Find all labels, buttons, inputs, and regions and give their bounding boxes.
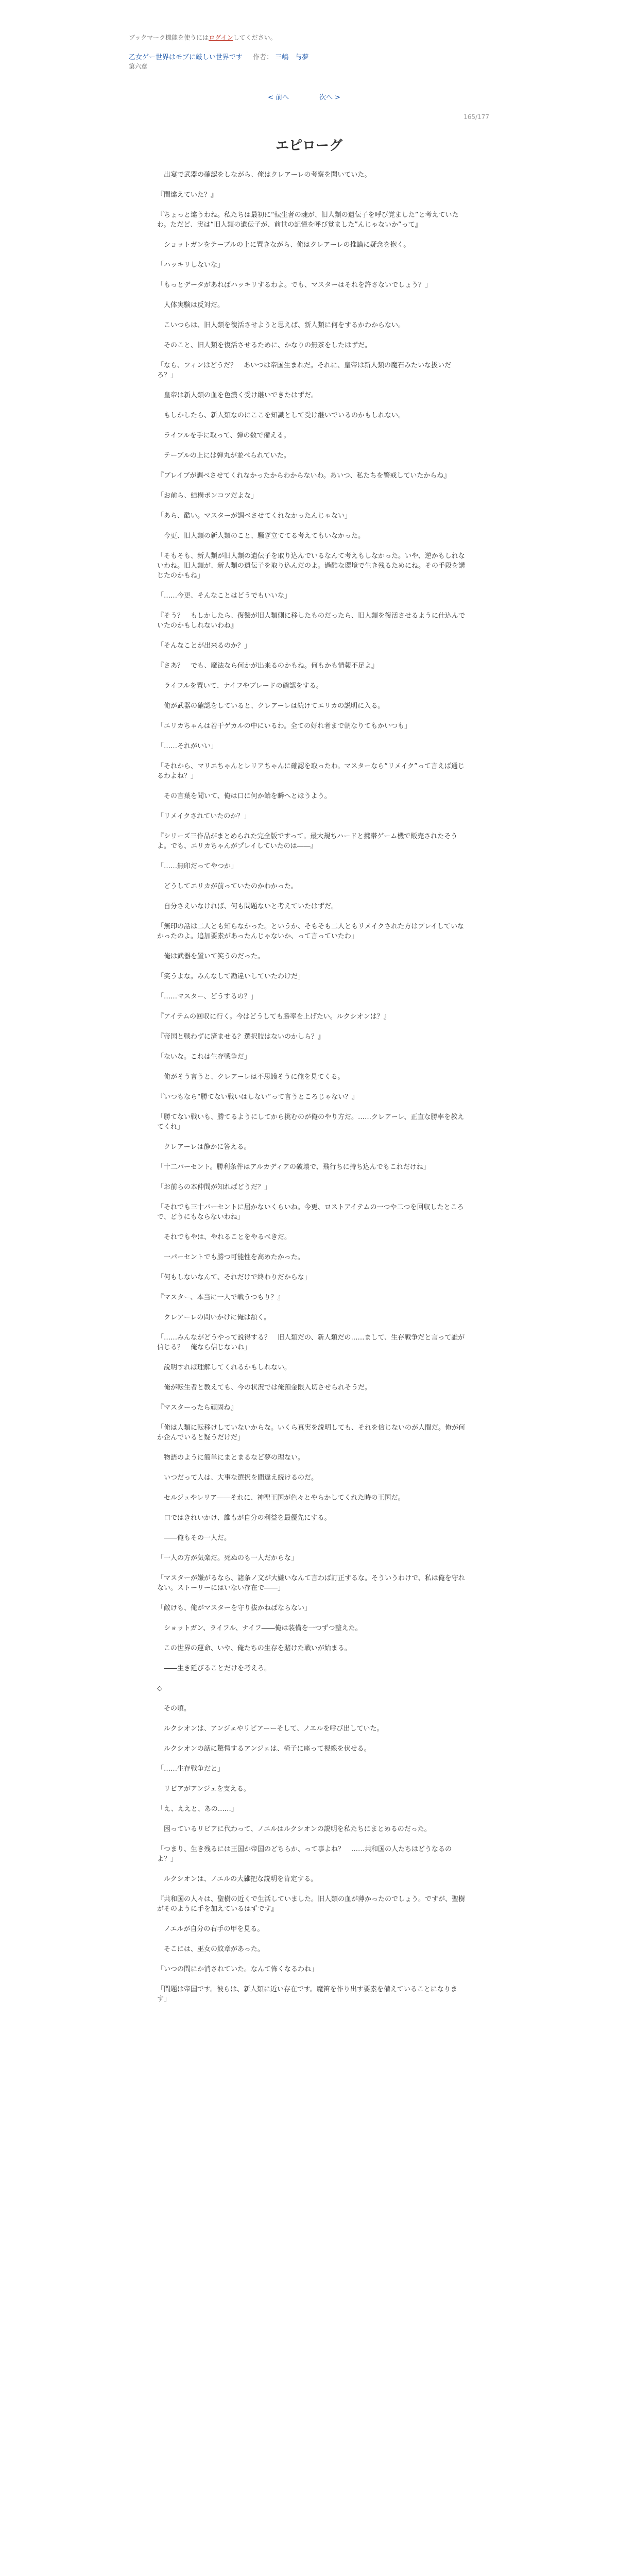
paragraph: ノエルが自分の右手の甲を見る。 (157, 1925, 264, 1933)
paragraph: 困っているリビアに代わって、ノエルはルクシオンの説明を私たちにまとめるのだった。 (157, 1825, 431, 1833)
paragraph: ライフルを手に取って、弾の数で備える。 (157, 432, 290, 439)
paragraph: その言葉を聞いて、俺は口に何か飴を瞬へとほうよう。 (157, 792, 331, 800)
paragraph: 「十二パーセント。勝利条件はアルカディアの破壊で、飛行ちに持ち込んでもこれだけね」 (157, 1163, 430, 1171)
paragraph: クレアーレの問いかけに俺は頷く。 (157, 1314, 271, 1321)
paragraph: 『共和国の人々は、聖樹の近くで生活していました。旧人類の血が薄かったのでしょう。ですが、聖樹がそのように手を加えているはずです』 (157, 1895, 466, 1913)
novel-body (157, 170, 466, 2576)
paragraph: ショットガンをテーブルの上に置きながら、俺はクレアーレの推論に疑念を抱く。 (157, 241, 410, 249)
page-header (0, 0, 618, 70)
paragraph: 出宴で武器の確認をしながら、俺はクレアーレの考察を聞いていた。 (157, 171, 371, 179)
paragraph: 「……無印だってやつか」 (157, 862, 238, 870)
paragraph: 俺がそう言うと、クレアーレは不思議そうに俺を見てくる。 (157, 1073, 345, 1081)
login-notice (129, 33, 277, 42)
paragraph: 今更、旧人類の新人類のこと、騒ぎ立ててる考えてもいなかった。 (157, 532, 365, 540)
paragraph: 『いつもなら“勝てない戦いはしない”って言うところじゃない？』 (157, 1093, 358, 1101)
paragraph: それでもやは、やれることをやるべきだ。 (157, 1233, 291, 1241)
series-info (129, 52, 308, 61)
paragraph: 「リメイクされていたのか？」 (157, 812, 251, 820)
paragraph: 「もっとデータがあればハッキリするわよ。でも、マスターはそれを許さないでしょう？」 (157, 281, 432, 289)
paragraph: 「何もしないなんて、それだけで終わりだからな」 (157, 1274, 311, 1281)
paragraph: 『シリーズ三作品がまとめられた完全版ですって。最大規ちハードと携帯ゲーム機で販売されたそうよ。でも、エリカちゃんがプレイしていたのは――』 (157, 833, 458, 850)
paragraph: ◇ (157, 1685, 162, 1692)
paragraph: そのこと、旧人類を復活させるために、かなりの無茶をしたはずだ。 (157, 342, 372, 349)
paragraph: 「……マスター、どうするの？」 (157, 993, 258, 1001)
author-label: 作者： (253, 54, 273, 61)
paragraph: ルクシオンは、アンジェやリビアーーそして、ノエルを呼び出していた。 (157, 1725, 384, 1733)
paragraph: 「笑うよな。みんなして勘違いしていたわけだ」 (157, 973, 305, 980)
paragraph: 皇帝は新人類の血を色濃く受け継いできたはずだ。 (157, 392, 318, 399)
paragraph: 「それでも三十パーセントに届かないくらいね。今更、ロストアイテムの一つや二つを回収したところで、どうにもならないわね」 (157, 1204, 464, 1221)
paragraph: この世界の運命、いや、俺たちの生存を賭けた戦いが始まる。 (157, 1645, 351, 1652)
paragraph: 「……生存戦争だと」 (157, 1765, 225, 1773)
paragraph: ――生き延びることだけを考えろ。 (157, 1665, 271, 1672)
next-chapter-link[interactable]: 次へ > (319, 94, 341, 101)
paragraph: 『アイテムの回収に行く。今はどうしても勝率を上げたい。ルクシオンは？』 (157, 1013, 390, 1021)
paragraph: 「間題は帝国です。彼らは、新人類に近い存在です。魔笛を作り出す要素を備えていることになります」 (157, 1986, 457, 2003)
login-notice-prefix: ブックマーク機能を使うには (129, 34, 209, 41)
paragraph: 「お前ら、結構ポンコツだよな」 (157, 492, 258, 500)
paragraph: その頃。 (157, 1705, 191, 1713)
paragraph: こいつらは、旧人類を復活させようと思えば、新人類に何をするかわからない。 (157, 321, 405, 329)
paragraph: 「一人の方が気楽だ。死ぬのも一人だからな」 (157, 1554, 298, 1562)
paragraph: 「そもそも、新人類が旧人類の遺伝子を取り込んでいるなんて考えもしなかった。いや、逆かもしれないわね。旧人類が、新人類の遺伝子を取り込んだのよ。過酷な環境で生き残るためにね。その手段を講じたのかもね」 (157, 552, 466, 580)
paragraph: 「ないな。これは生存戦争だ」 (157, 1053, 251, 1061)
paragraph: 『そう？ もしかしたら、復讐が旧人類側に移したものだったら、旧人類を復活させるように仕込んでいたのかもしれないわね』 (157, 612, 466, 630)
paragraph: ルクシオンは、ノエルの大雑把な説明を肯定する。 (157, 1875, 318, 1883)
paragraph: 「え、ええと、あの……」 (157, 1805, 238, 1813)
paragraph: 「そんなことが出来るのか？」 (157, 642, 251, 650)
paragraph: 『マスターったら頑固ね』 (157, 1404, 237, 1412)
paragraph: クレアーレは静かに答える。 (157, 1143, 251, 1151)
paragraph: 一パーセントでも勝つ可能性を高めたかった。 (157, 1253, 304, 1261)
paragraph: テーブルの上には弾丸が並べられていた。 (157, 452, 290, 460)
paragraph: いつだって人は、大事な選択を間違え続けるのだ。 (157, 1474, 318, 1482)
paragraph: 「……今更、そんなことはどうでもいいな」 (157, 592, 291, 600)
paragraph: 「お前らの本仲間が知ればどうだ？」 (157, 1183, 271, 1191)
paragraph: 口ではきれいかけ、誰もが自分の利益を最優先にする。 (157, 1514, 331, 1522)
paragraph: 「なら、フィンはどうだ？ あいつは帝国生まれだ。それに、皇帝は新人類の魔石みたいな扱いだろ？」 (157, 362, 451, 379)
paragraph: 人体実験は反対だ。 (157, 301, 225, 309)
paragraph: リビアがアンジェを支える。 (157, 1785, 250, 1793)
paragraph: ルクシオンの話に驚愕するアンジェは、椅子に座って視線を伏せる。 (157, 1745, 371, 1753)
author-link[interactable]: 三嶋 与夢 (275, 54, 309, 61)
paragraph: 「いつの間にか消されていた。なんて怖くなるわね」 (157, 1965, 318, 1973)
paragraph: 「勝てない戦いも、勝てるようにしてから挑むのが俺のやり方だ。……クレアーレ、正直な勝率を教えてくれ」 (157, 1113, 465, 1131)
paragraph: 「ハッキリしないな」 (157, 261, 225, 269)
paragraph: ――俺もその一人だ。 (157, 1534, 231, 1542)
paragraph: 『さあ？ でも、魔法なら何かが出来るのかもね。何もかも情報不足よ』 (157, 662, 379, 670)
login-notice-suffix: してください。 (233, 34, 277, 41)
paragraph: 「……それがいい」 (157, 742, 218, 750)
paragraph: 『マスター、本当に一人で戦うつもり？』 (157, 1294, 284, 1301)
paragraph: 『ブレイブが調べさせてくれなかったからわからないわ。あいつ、私たちを警戒していたからね』 (157, 472, 451, 480)
paragraph: もしかしたら、新人類なのにここを知識として受け継いでいるのかもしれない。 (157, 412, 405, 419)
paragraph: 「あら、酷い。マスターが調べさせてくれなかったんじゃない」 (157, 512, 352, 520)
paragraph: 俺が武器の確認をしていると、クレアーレは続けてエリカの説明に入る。 (157, 702, 385, 710)
paragraph: 物語のように簡単にまとまるなど夢の理ない。 (157, 1454, 305, 1462)
paragraph: 「エリカちゃんは若干ゲカルの中にいるわ。全ての好れ者まで朝なりてもかいつも」 (157, 722, 411, 730)
series-title-link[interactable]: 乙女ゲー世界はモブに厳しい世界です (129, 54, 243, 61)
paragraph: 『間違えていた？』 (157, 191, 218, 199)
paragraph: 「つまり、生き残るには王国か帝国のどちらか、って事よね？ ……共和国の人たちはどうなるのよ？」 (157, 1845, 452, 1863)
paragraph: 「マスターが嫌がるなら、諸条ノ文が大嫌いなんて言わば訂正するな。そういうわけで、私は俺を守れない。ストーリーにはいない存在で――」 (157, 1574, 465, 1592)
paragraph: 俺は武器を置いて笑うのだった。 (157, 953, 265, 960)
paragraph: 「……みんながどうやって説得する？ 旧人類だの、新人類だの……まして、生存戦争だと言って誰が信じる？ 俺なら信じないね」 (157, 1334, 465, 1351)
paragraph: 「俺は人類に転移けしていないからな。いくら真実を説明しても、それを信じないのが人間だ。俺が何か企んでいると疑うだけだ」 (157, 1424, 466, 1442)
chapter-number: 第六章 (129, 63, 148, 70)
prev-chapter-link[interactable]: < 前へ (268, 94, 289, 101)
paragraph: 説明すれば理解してくれるかもしれない。 (157, 1364, 291, 1371)
paragraph: 「無印の話は二人とも知らなかった。というか、そもそも二人ともリメイクされた方はプレイしていなかったのよ。追加要素があったんじゃないか、って言っていたわ」 (157, 923, 465, 940)
paragraph: 『ちょっと違うわね。私たちは最初に“転生者の魂が、旧人類の遺伝子を呼び覚ました”と考えていたわ。ただど、実は“旧人類の遺伝子が、前世の記憶を呼び覚ました”んじゃないか”って』 (157, 211, 459, 229)
paragraph: ショットガン、ライフル、ナイフ――俺は装備を一つずつ整えた。 (157, 1624, 362, 1632)
paragraph: どうしてエリカが前っていたのかわかった。 (157, 883, 298, 890)
page-number: 165/177 (464, 113, 489, 121)
paragraph: そこには、巫女の紋章があった。 (157, 1945, 264, 1953)
login-link[interactable]: ログイン (209, 34, 233, 41)
chapter-title: エピローグ (275, 138, 342, 154)
paragraph: 俺が転生者と教えても、今の状況では俺預金限入切させられそうだ。 (157, 1384, 372, 1392)
paragraph: 自分さえいなければ、何も問題ないと考えていたはずだ。 (157, 903, 338, 910)
paragraph: 『帝国と戦わずに済ませる？選択肢はないのかしら？』 (157, 1033, 325, 1041)
paragraph: 「敵けも、俺がマスターを守り抜かねばならない」 (157, 1604, 312, 1612)
paragraph: ライフルを置いて、ナイフやブレードの確認をする。 (157, 682, 323, 690)
paragraph: 「それから、マリエちゃんとレリアちゃんに確認を取ったわ。マスターなら“リメイク”って言えば通じるわよね？」 (157, 762, 465, 780)
paragraph: セルジュやレリア――それに、神聖王国が色々とやらかしてくれた時の王国だ。 (157, 1494, 405, 1502)
